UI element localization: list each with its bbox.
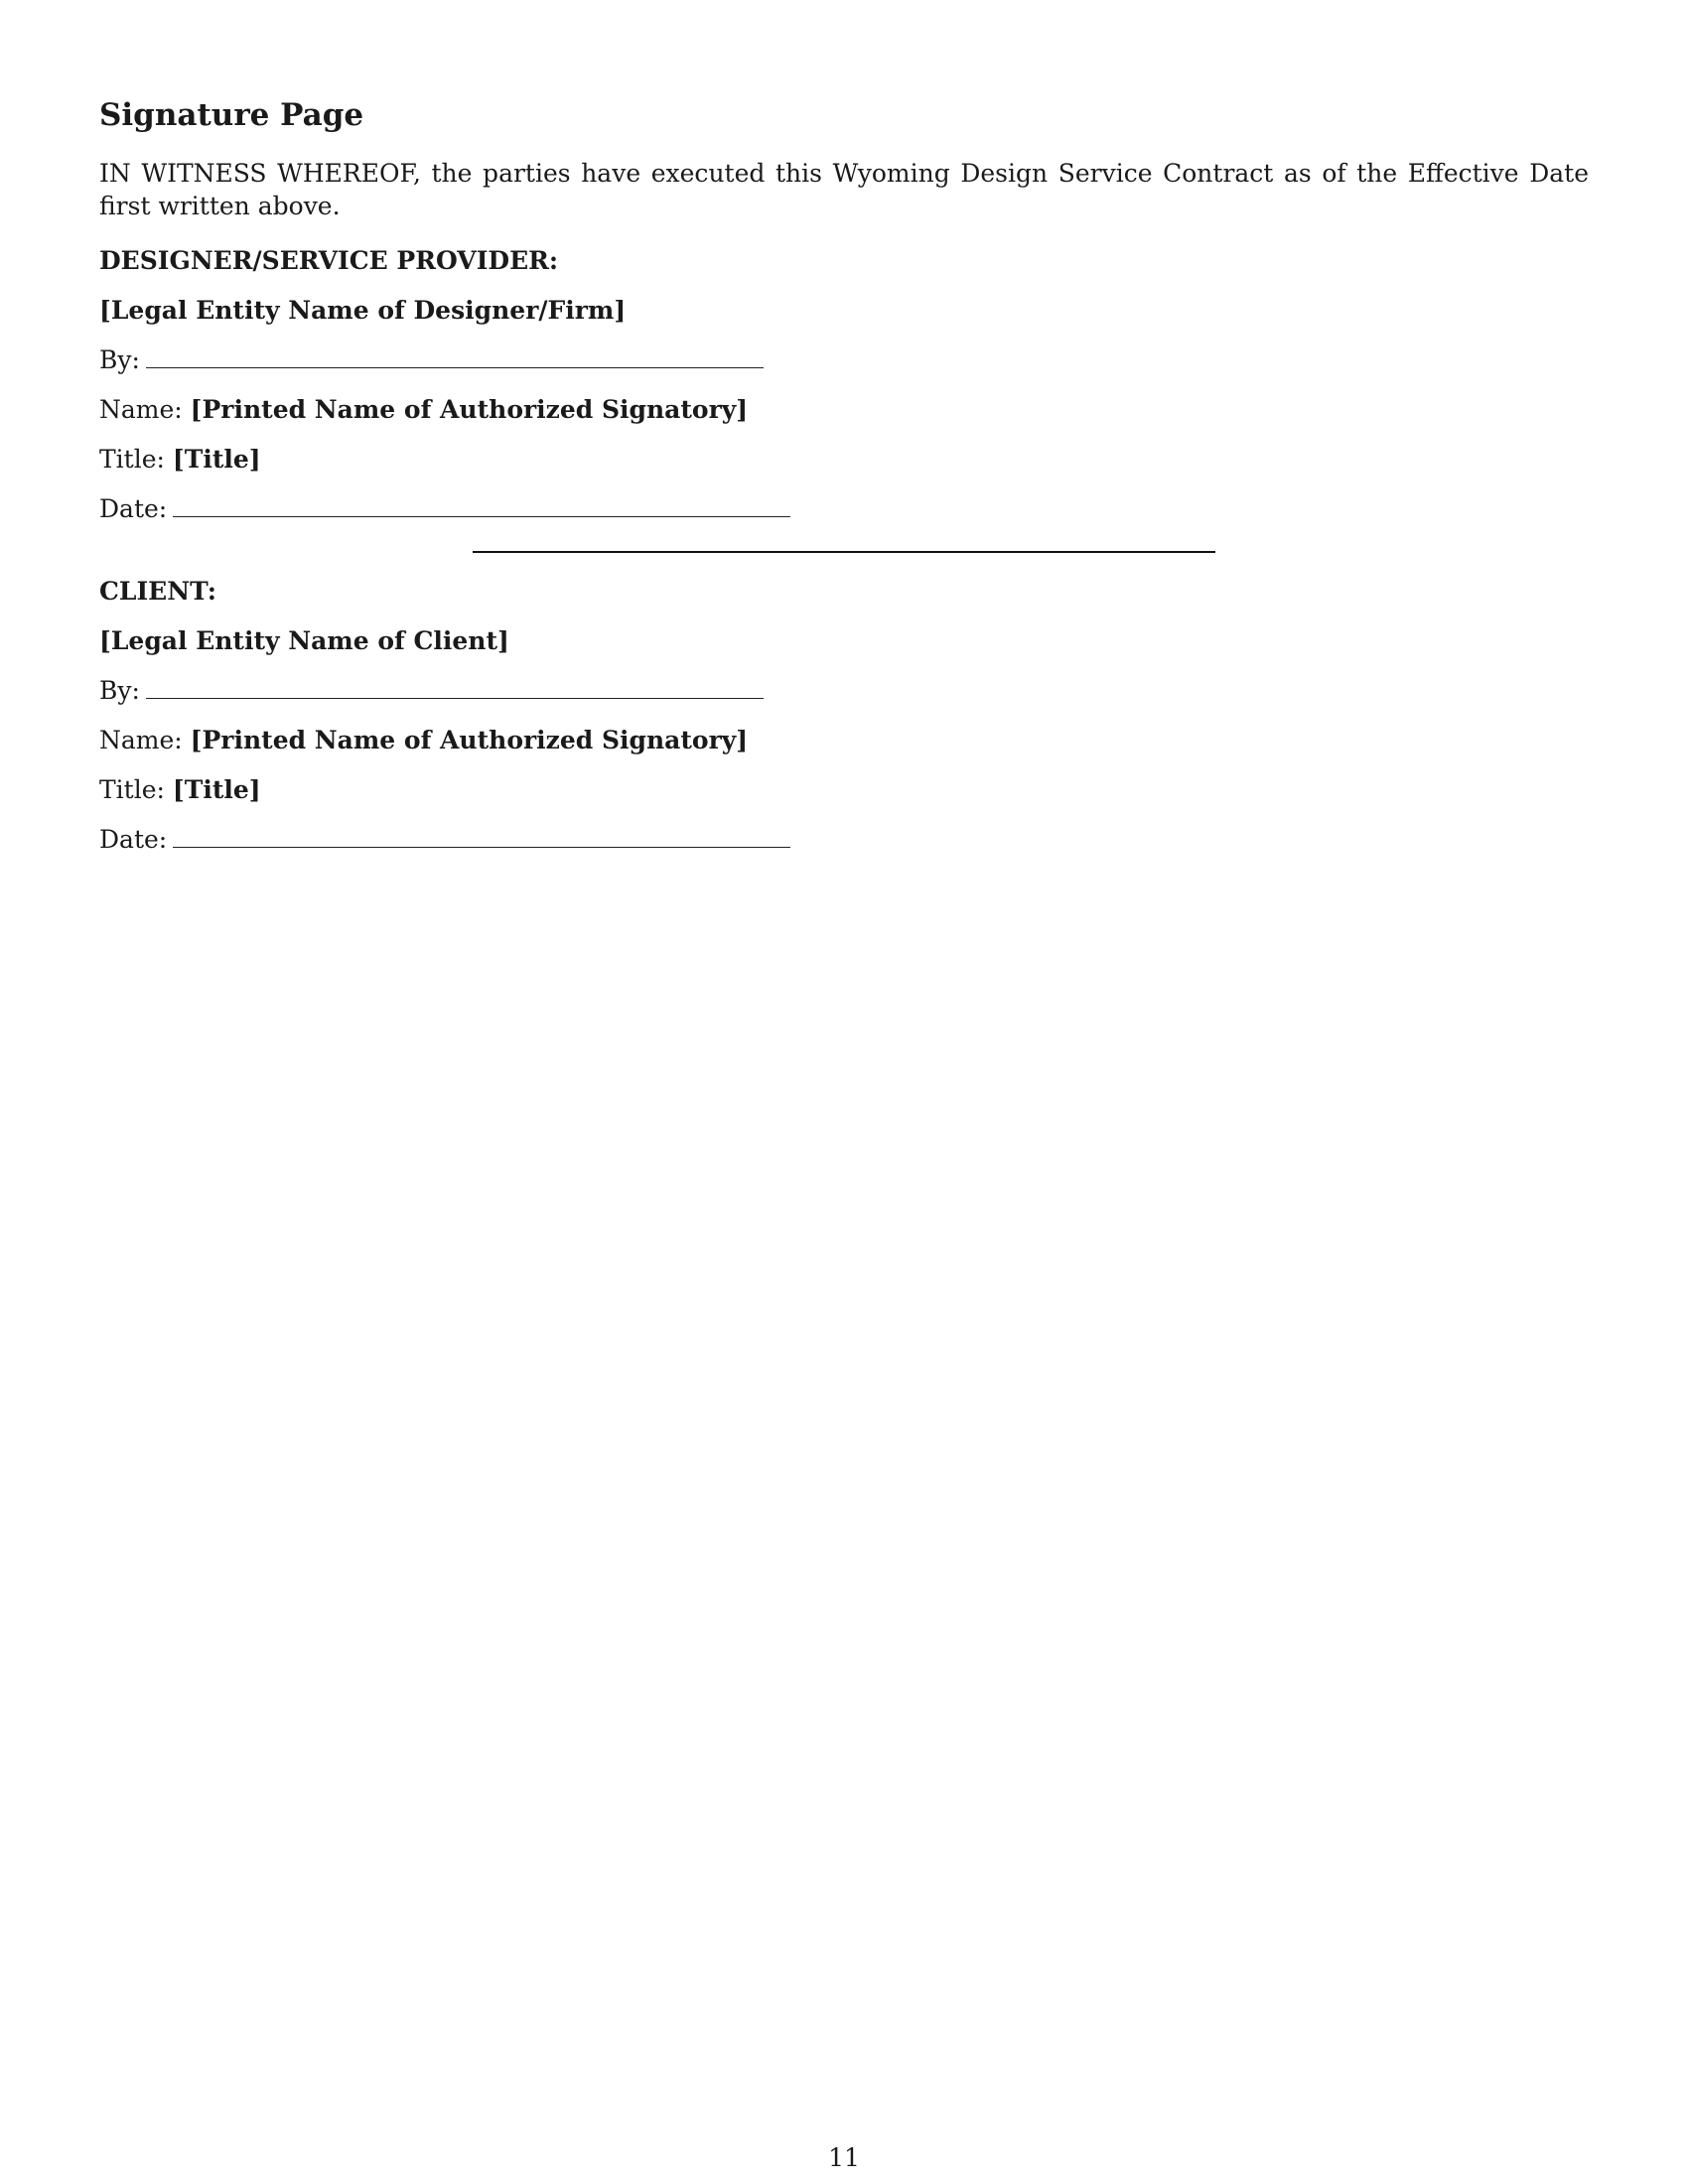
client-name-value: [Printed Name of Authorized Signatory] bbox=[190, 726, 749, 754]
date-label: Date: bbox=[99, 825, 168, 854]
client-signature-blank[interactable] bbox=[146, 676, 764, 699]
witness-paragraph: IN WITNESS WHEREOF, the parties have executed this Wyoming Design Service Contract as of the Effective Date first written above. bbox=[99, 159, 1589, 220]
name-label: Name: bbox=[99, 395, 183, 424]
section-title: Signature Page bbox=[99, 97, 364, 133]
by-label: By: bbox=[99, 676, 140, 705]
date-label: Date: bbox=[99, 494, 168, 523]
client-heading: CLIENT: bbox=[99, 577, 217, 606]
section-divider bbox=[473, 551, 1215, 553]
client-date-line bbox=[99, 823, 1589, 857]
designer-signature-block bbox=[99, 244, 1589, 526]
designer-date-line bbox=[99, 492, 1589, 526]
client-date-blank[interactable] bbox=[173, 825, 790, 848]
designer-date-blank[interactable] bbox=[173, 494, 790, 517]
page-number: 11 bbox=[828, 2143, 860, 2172]
client-title-line bbox=[99, 773, 1589, 807]
title-label: Title: bbox=[99, 775, 165, 804]
client-entity-name: [Legal Entity Name of Client] bbox=[99, 626, 509, 655]
name-label: Name: bbox=[99, 726, 183, 754]
designer-name-value: [Printed Name of Authorized Signatory] bbox=[190, 395, 749, 424]
client-signature-block bbox=[99, 575, 1589, 857]
by-label: By: bbox=[99, 345, 140, 374]
designer-entity-name: [Legal Entity Name of Designer/Firm] bbox=[99, 296, 627, 325]
designer-title-line bbox=[99, 443, 1589, 477]
designer-heading: DESIGNER/SERVICE PROVIDER: bbox=[99, 246, 559, 275]
designer-name-line bbox=[99, 393, 1589, 427]
title-label: Title: bbox=[99, 445, 165, 474]
document-page bbox=[99, 95, 1589, 873]
designer-by-line bbox=[99, 343, 1589, 377]
client-by-line bbox=[99, 674, 1589, 708]
designer-title-value: [Title] bbox=[172, 445, 261, 474]
client-name-line bbox=[99, 724, 1589, 757]
designer-signature-blank[interactable] bbox=[146, 345, 764, 368]
client-title-value: [Title] bbox=[172, 775, 261, 804]
